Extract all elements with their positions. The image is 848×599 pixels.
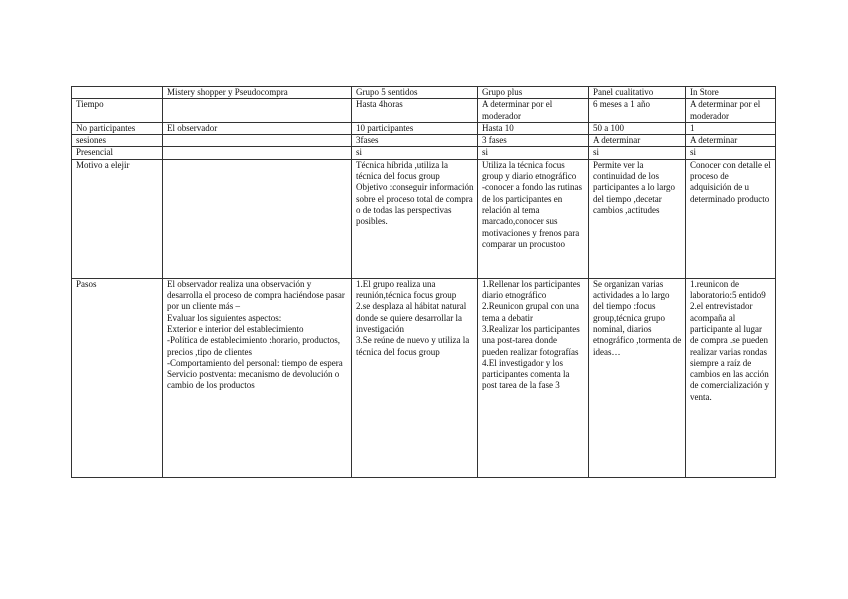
table-row-pasos xyxy=(72,278,776,477)
table-row-participantes xyxy=(72,122,776,134)
header-cell-corner xyxy=(72,87,163,99)
header-cell-mistery-shopper: Mistery shopper y Pseudocompra xyxy=(163,87,352,99)
table-cell xyxy=(163,135,352,147)
table-cell: 6 meses a 1 año xyxy=(589,99,686,123)
table-cell: Permite ver la continuidad de los participantes a lo largo del tiempo ,decetar cambios ,actitudes xyxy=(589,159,686,278)
comparison-table xyxy=(71,86,776,478)
header-cell-grupo-plus: Grupo plus xyxy=(478,87,589,99)
row-label: Motivo a elejir xyxy=(72,159,163,278)
table-cell: si xyxy=(352,147,478,159)
table-cell: El observador realiza una observación y desarrolla el proceso de compra haciéndose pasar por un cliente más – Evaluar los siguientes aspectos: Exterior e interior del establecimiento -Política de establecimiento :horario, productos, precios ,tipo de clientes -Comportamiento del personal: tiempo de espera Servicio postventa: mecanismo de devolución o cambio de los productos xyxy=(163,278,352,477)
table-cell: si xyxy=(589,147,686,159)
table-cell: 1.Rellenar los participantes diario etnográfico 2.Reunicon grupal con una tema a debatir 3.Realizar los participantes una post-tarea donde pueden realizar fotografías 4.El investigador y los participantes comenta la post tarea de la fase 3 xyxy=(478,278,589,477)
table-cell: A determinar por el moderador xyxy=(478,99,589,123)
table-cell xyxy=(163,159,352,278)
table-cell: Técnica híbrida ,utiliza la técnica del focus group Objetivo :conseguir información sobre el proceso total de compra o de todas las perspectivas posibles. xyxy=(352,159,478,278)
header-row xyxy=(72,87,776,99)
table-row-sesiones xyxy=(72,135,776,147)
table-cell: 10 participantes xyxy=(352,122,478,134)
table-cell: si xyxy=(478,147,589,159)
header-cell-panel-cualitativo: Panel cualitativo xyxy=(589,87,686,99)
table-cell: Conocer con detalle el proceso de adquisición de u determinado producto xyxy=(686,159,776,278)
table-cell: 1 xyxy=(686,122,776,134)
row-label: No participantes xyxy=(72,122,163,134)
table-row-motivo xyxy=(72,159,776,278)
row-label: Presencial xyxy=(72,147,163,159)
table-cell: Utiliza la técnica focus group y diario etnográfico -conocer a fondo las rutinas de los participantes en relación al tema marcado,conocer sus motivaciones y frenos para comparar un procustoo xyxy=(478,159,589,278)
table-cell: A determinar xyxy=(589,135,686,147)
header-cell-in-store: In Store xyxy=(686,87,776,99)
row-label: Pasos xyxy=(72,278,163,477)
table-cell xyxy=(163,147,352,159)
table-cell: A determinar por el moderador xyxy=(686,99,776,123)
table-cell: A determinar xyxy=(686,135,776,147)
header-cell-grupo-5-sentidos: Grupo 5 sentidos xyxy=(352,87,478,99)
table-cell: 1.El grupo realiza una reunión,técnica focus group 2.se desplaza al hábitat natural donde se quiere desarrollar la investigación 3.Se reúne de nuevo y utiliza la técnica del focus group xyxy=(352,278,478,477)
table-cell: Hasta 4horas xyxy=(352,99,478,123)
table-row-presencial xyxy=(72,147,776,159)
table-row-tiempo xyxy=(72,99,776,123)
table-cell: 3fases xyxy=(352,135,478,147)
row-label: sesiones xyxy=(72,135,163,147)
table-cell: 50 a 100 xyxy=(589,122,686,134)
table-cell: si xyxy=(686,147,776,159)
table-cell: El observador xyxy=(163,122,352,134)
table-cell: 1.reunicon de laboratorio:5 entido9 2.el entrevistador acompaña al participante al lugar de compra .se pueden realizar varias rondas siempre a raíz de cambios en las acción de comercialización y venta. xyxy=(686,278,776,477)
table-cell xyxy=(163,99,352,123)
table-cell: Se organizan varias actividades a lo largo del tiempo :focus group,técnica grupo nominal, diarios etnográfico ,tormenta de ideas… xyxy=(589,278,686,477)
row-label: Tiempo xyxy=(72,99,163,123)
table-cell: Hasta 10 xyxy=(478,122,589,134)
table-cell: 3 fases xyxy=(478,135,589,147)
